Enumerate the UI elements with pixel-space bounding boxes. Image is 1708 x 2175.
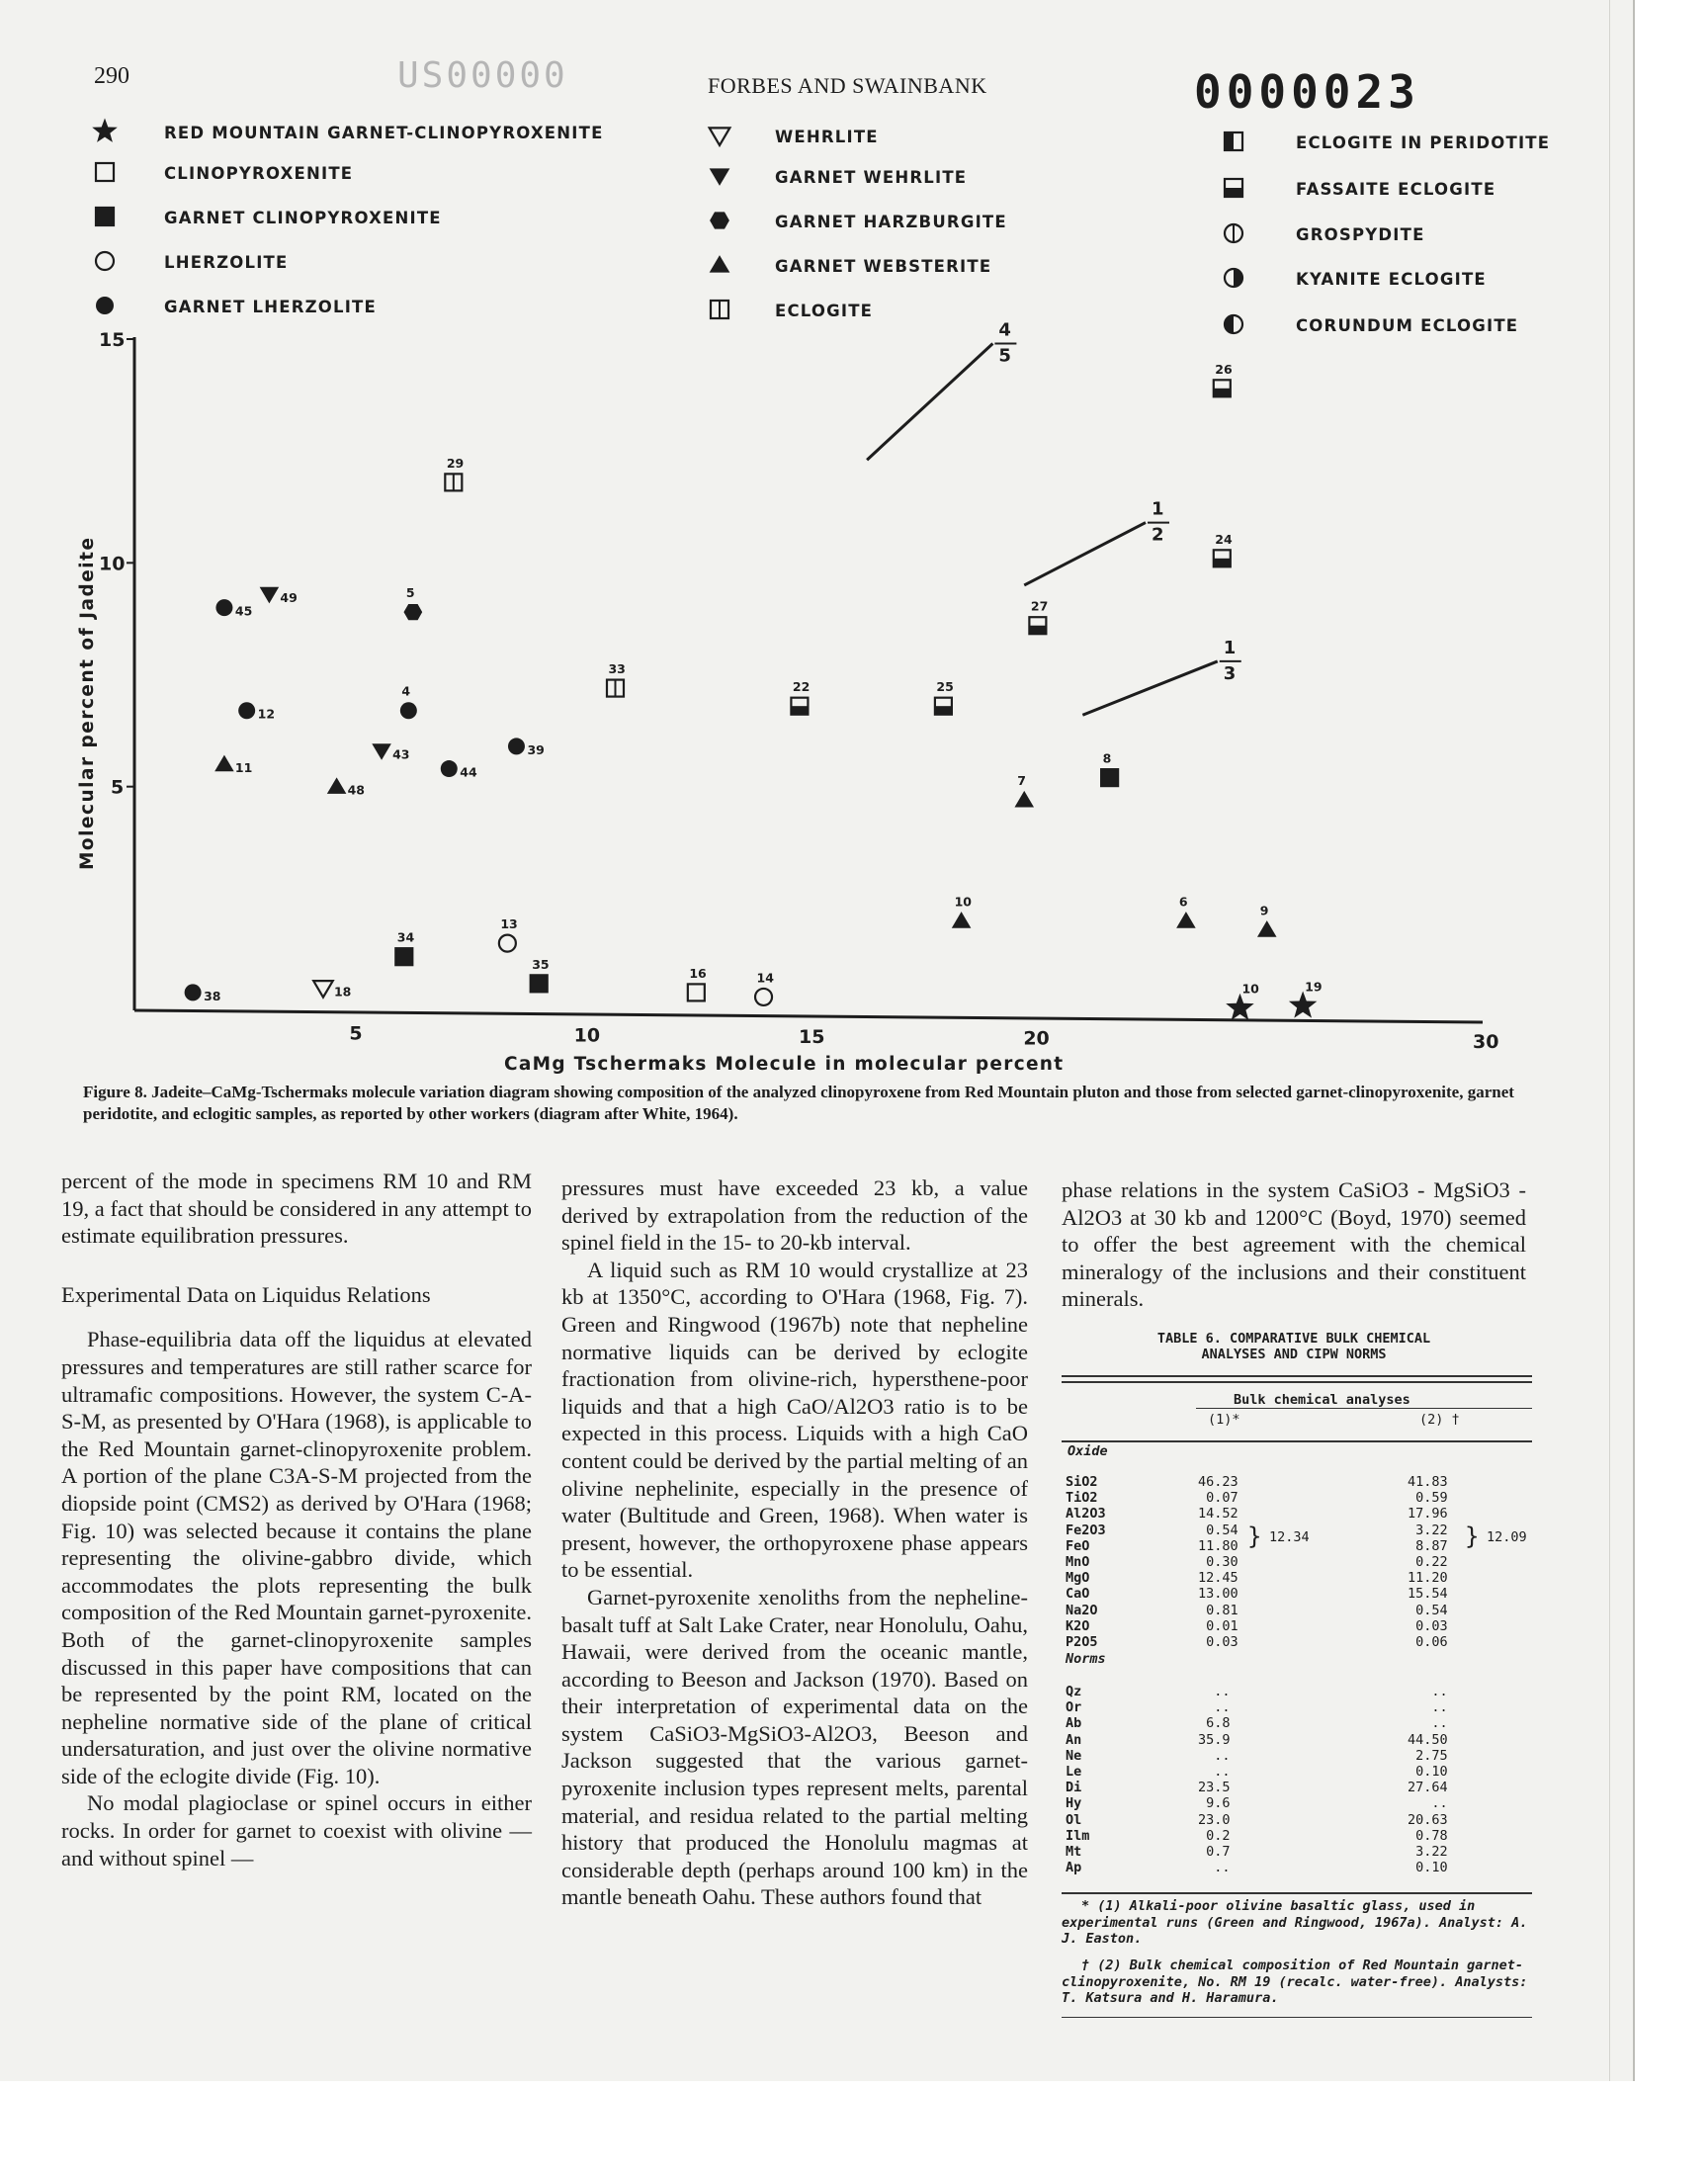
table-title — [1062, 1331, 1526, 1362]
table-cell: 41.83 — [1408, 1474, 1448, 1490]
paragraph: Phase-equilibria data off the liquidus at elevated pressures and temperatures are still rather scarce for ultramafic compositions. However, the system C-A-S-M, as presented by O'Hara (1968), is applicable to the Red Mountain garnet-clinopyroxenite problem. A portion of the plane C3A-S-M projected from the diopside point (CMS2) as derived by O'Hara (1968; Fig. 10) was selected because it contains the plane representing the olivine-gabbro divide, which accommodates the plots representing the bulk composition of the Red Mountain garnet-pyroxenite. Both of the garnet-clinopyroxenite samples discussed in this paper have compositions that can be represented by the point RM, located on the nepheline normative side of the plane of critical undersaturation, and just over the olivine normative side of the eclogite divide (Fig. 10). — [61, 1327, 532, 1788]
table-cell: 0.54 — [1206, 1522, 1238, 1538]
data-point-label: 8 — [1102, 750, 1112, 766]
data-point-label: 11 — [234, 760, 253, 776]
reference-line — [1024, 523, 1146, 585]
data-point-square-filled — [531, 975, 548, 992]
page-number: 290 — [94, 63, 129, 89]
legend-label: KYANITE ECLOGITE — [1296, 270, 1487, 289]
data-point-label: 48 — [347, 782, 366, 798]
paragraph: pressures must have exceeded 23 kb, a value derived by extrapolation from the reduction of the spinel field in the 15- to 20-kb interval. — [561, 1175, 1028, 1256]
legend-triangle-down-open-icon — [710, 128, 730, 145]
brace: } — [1247, 1522, 1262, 1550]
legend-label: GARNET WEBSTERITE — [775, 257, 992, 276]
table-cell: 6.8 — [1206, 1715, 1231, 1732]
data-point-label: 12 — [257, 706, 276, 722]
table-cell: 0.54 — [1415, 1602, 1448, 1618]
ratio-denominator: 5 — [998, 345, 1011, 367]
table-cell: .. — [1431, 1699, 1448, 1716]
norm-label: Ab — [1066, 1715, 1082, 1732]
brace: } — [1465, 1522, 1480, 1550]
legend-label: GARNET HARZBURGITE — [775, 213, 1007, 231]
oxide-label: Na2O — [1066, 1602, 1098, 1618]
legend-square-filled-icon — [96, 208, 114, 225]
data-point-star — [1226, 994, 1254, 1020]
table-group-header: Bulk chemical analyses — [1234, 1392, 1410, 1408]
table-col-header-1: (1)* — [1208, 1412, 1240, 1428]
table-cell: 11.20 — [1408, 1570, 1448, 1587]
oxide-label-column — [1066, 1474, 1106, 1650]
reference-line — [867, 344, 992, 461]
fe-total-col1: 12.34 — [1269, 1529, 1310, 1545]
running-title: FORBES AND SWAINBANK — [708, 73, 987, 98]
data-point-label: 38 — [204, 988, 221, 1003]
ratio-numerator: 1 — [1152, 498, 1164, 520]
data-point-star — [1289, 992, 1318, 1018]
paragraph: No modal plagioclase or spinel occurs in either rocks. In order for garnet to coexist with olivine — and without spinel — — [61, 1790, 532, 1870]
data-point-square-split — [607, 680, 624, 697]
oxide-label: MnO — [1066, 1554, 1090, 1571]
oxide-label: TiO2 — [1066, 1490, 1098, 1507]
norm-label: Ol — [1066, 1811, 1082, 1828]
oxide-values-col2 — [1408, 1474, 1448, 1650]
legend-square-open-icon — [96, 163, 114, 181]
data-point-triangle-filled — [1176, 912, 1196, 928]
oxide-label: P2O5 — [1066, 1634, 1098, 1651]
ratio-denominator: 3 — [1223, 662, 1237, 684]
table-cell: 23.5 — [1198, 1780, 1231, 1796]
table-cell: .. — [1431, 1715, 1448, 1732]
norm-label: Di — [1066, 1780, 1082, 1796]
table-col-header-2: (2) † — [1419, 1412, 1460, 1428]
table-cell: 35.9 — [1198, 1731, 1231, 1748]
data-point-triangle-filled — [1257, 920, 1277, 937]
table-cell: 14.52 — [1198, 1506, 1238, 1522]
table-cell: 0.7 — [1206, 1844, 1231, 1861]
table-cell: 13.00 — [1198, 1586, 1238, 1603]
legend-label: CLINOPYROXENITE — [164, 164, 354, 183]
data-point-circle-filled — [238, 702, 255, 719]
table-footnote-2: † (2) Bulk chemical composition of Red Mountain garnet-clinopyroxenite, No. RM 19 (recalc. water-free). Analysts: T. Katsura and H. Haramura. — [1062, 1958, 1528, 2006]
oxide-label: FeO — [1066, 1537, 1090, 1554]
table-cell: 46.23 — [1198, 1474, 1238, 1490]
table-cell: 8.87 — [1415, 1537, 1448, 1554]
data-point-label: 7 — [1017, 773, 1026, 789]
data-point-label: 6 — [1178, 894, 1188, 910]
data-point-label: 16 — [689, 965, 707, 981]
table-cell: 44.50 — [1408, 1731, 1448, 1748]
legend-label: RED MOUNTAIN GARNET-CLINOPYROXENITE — [164, 124, 604, 142]
legend-square-bottom-filled-icon — [1225, 179, 1242, 197]
x-tick-label: 30 — [1473, 1031, 1499, 1053]
oxide-label: Al2O3 — [1066, 1506, 1106, 1522]
stamp-number: US00000 — [397, 55, 568, 96]
x-tick-label: 15 — [799, 1026, 825, 1048]
table-cell: 0.22 — [1415, 1554, 1448, 1571]
oxide-label: CaO — [1066, 1586, 1090, 1603]
figure-caption: Figure 8. Jadeite–CaMg-Tschermaks molecule variation diagram showing composition of the analyzed clinopyroxene from Red Mountain pluton and those from selected garnet-clinopyroxenite, garnet peridotite, and eclogitic samples, as reported by other workers (diagram after White, 1964). — [83, 1083, 1514, 1123]
data-point-label: 10 — [954, 894, 972, 910]
table-cell: 0.30 — [1206, 1554, 1238, 1571]
ratio-numerator: 4 — [998, 319, 1011, 341]
data-point-label: 39 — [527, 741, 545, 757]
data-point-label: 18 — [333, 984, 352, 1000]
data-point-label: 49 — [280, 590, 298, 606]
data-point-square-filled — [1101, 769, 1118, 786]
norm-label: Ne — [1066, 1747, 1082, 1764]
data-point-label: 4 — [401, 683, 411, 699]
table-section-norms: Norms — [1066, 1651, 1106, 1667]
data-point-label: 22 — [792, 679, 811, 695]
norm-label: Ilm — [1066, 1827, 1090, 1844]
data-point-label: 45 — [234, 603, 253, 619]
legend-label: GARNET LHERZOLITE — [164, 298, 377, 316]
table-cell: 0.03 — [1415, 1617, 1448, 1634]
y-axis-label: Molecular percent of Jadeite — [77, 536, 98, 870]
data-point-square-filled — [395, 948, 412, 965]
table-cell: .. — [1214, 1764, 1231, 1781]
y-tick-label: 10 — [99, 553, 126, 575]
data-point-label: 33 — [608, 661, 626, 677]
data-point-triangle-filled — [1014, 791, 1034, 808]
ratio-denominator: 2 — [1152, 524, 1164, 546]
norm-label: Le — [1066, 1764, 1082, 1781]
data-point-label: 35 — [532, 956, 550, 972]
data-point-circle-filled — [185, 984, 202, 1000]
table-cell: 2.75 — [1415, 1747, 1448, 1764]
data-point-circle-filled — [400, 702, 417, 719]
oxide-label: K2O — [1066, 1617, 1090, 1634]
x-tick-label: 10 — [573, 1024, 601, 1047]
legend-circle-open-icon — [96, 252, 114, 270]
document-number: 0000023 — [1194, 65, 1420, 119]
table-cell: 0.10 — [1415, 1860, 1448, 1876]
text-column-2 — [561, 1174, 1028, 1911]
table-cell: .. — [1214, 1699, 1231, 1716]
table-cell: 12.45 — [1198, 1570, 1238, 1587]
table-footnote-1: * (1) Alkali-poor olivine basaltic glass, used in experimental runs (Green and Ringwood, 1967a). Analyst: A. J. Easton. — [1062, 1898, 1528, 1947]
legend-triangle-down-filled-icon — [710, 168, 730, 186]
legend-square-left-filled-icon — [1225, 132, 1242, 150]
table-cell: 3.22 — [1415, 1844, 1448, 1861]
legend-label: GARNET WEHRLITE — [775, 168, 968, 187]
table-cell: .. — [1214, 1860, 1231, 1876]
x-axis-label: CaMg Tschermaks Molecule in molecular percent — [504, 1054, 1065, 1075]
paragraph: A liquid such as RM 10 would crystallize at 23 kb at 1350°C, according to O'Hara (1968, Fig. 7). Green and Ringwood (1967b) note that nepheline normative liquids can be derived by eclogite fractionation from olivine-rich, hypersthene-poor liquids and that a high CaO/Al2O3 ratio is to be expected in this process. Liquids with a high CaO content could be derived by the partial melting of an olivine nephelinite, especially in the presence of water (Bultitude and Green, 1968). When water is present, however, the orthopyroxene phase appears to be essential. — [561, 1257, 1028, 1583]
table-cell: .. — [1431, 1684, 1448, 1699]
table-cell: 0.06 — [1415, 1634, 1448, 1651]
oxide-label: MgO — [1066, 1570, 1090, 1587]
data-point-label: 14 — [756, 970, 774, 986]
y-tick-label: 5 — [111, 776, 125, 799]
table-cell: .. — [1214, 1684, 1231, 1699]
legend-square-split-icon — [711, 301, 728, 318]
data-point-label: 19 — [1305, 979, 1323, 995]
table-cell: 0.01 — [1206, 1617, 1238, 1634]
table-cell: 17.96 — [1408, 1506, 1448, 1522]
data-point-square-bottom-filled — [935, 698, 952, 715]
norm-label: Qz — [1066, 1684, 1082, 1699]
legend-label: FASSAITE ECLOGITE — [1296, 180, 1496, 199]
table-cell: 0.59 — [1415, 1490, 1448, 1507]
table-cell: 0.03 — [1206, 1634, 1238, 1651]
oxide-label: SiO2 — [1066, 1474, 1098, 1490]
data-point-label: 43 — [392, 746, 410, 762]
data-point-label: 25 — [936, 679, 954, 695]
section-heading: Experimental Data on Liquidus Relations — [61, 1281, 431, 1307]
norm-label: An — [1066, 1731, 1082, 1748]
y-tick-label: 15 — [99, 329, 126, 351]
table-cell: 0.81 — [1206, 1602, 1238, 1618]
table-cell: 15.54 — [1408, 1586, 1448, 1603]
table-cell: 23.0 — [1198, 1811, 1231, 1828]
data-point-square-bottom-filled — [1214, 550, 1231, 566]
table-rule — [1062, 1375, 1532, 1377]
data-point-label: 9 — [1259, 903, 1269, 918]
x-tick-label: 20 — [1023, 1027, 1050, 1050]
data-point-circle-filled — [508, 738, 525, 754]
table-cell: 27.64 — [1408, 1780, 1448, 1796]
data-point-square-open — [688, 984, 705, 1000]
data-point-square-split — [445, 474, 462, 490]
legend-circle-vertical-line-icon — [1225, 224, 1242, 242]
legend-label: LHERZOLITE — [164, 253, 289, 272]
data-point-circle-filled — [215, 599, 232, 616]
norm-values-col1 — [1198, 1684, 1231, 1875]
legend-hexagon-filled-icon — [710, 212, 729, 228]
data-point-triangle-filled — [214, 755, 234, 772]
data-point-triangle-filled — [952, 912, 972, 928]
table-cell: 0.2 — [1206, 1827, 1231, 1844]
table-cell: 0.78 — [1415, 1827, 1448, 1844]
paragraph: percent of the mode in specimens RM 10 and RM 19, a fact that should be considered in any attempt to estimate equilibration pressures. — [61, 1169, 532, 1249]
data-point-circle-filled — [441, 760, 458, 777]
norm-label: Mt — [1066, 1844, 1082, 1861]
data-point-label: 24 — [1215, 531, 1233, 547]
text-column-3 — [1062, 1176, 1526, 1313]
table-cell: .. — [1214, 1747, 1231, 1764]
data-point-triangle-down-filled — [260, 587, 280, 604]
fe-total-col2: 12.09 — [1487, 1529, 1527, 1545]
data-point-square-bottom-filled — [791, 698, 808, 715]
legend-circle-filled-icon — [96, 297, 114, 314]
data-point-label: 44 — [460, 764, 477, 780]
table-cell: 0.07 — [1206, 1490, 1238, 1507]
data-point-hexagon-filled — [404, 604, 423, 620]
table-cell: 9.6 — [1206, 1795, 1231, 1812]
legend-label: CORUNDUM ECLOGITE — [1296, 316, 1519, 335]
table-title-line: TABLE 6. COMPARATIVE BULK CHEMICAL — [1156, 1331, 1431, 1347]
table-cell: 20.63 — [1408, 1811, 1448, 1828]
table-cell: 11.80 — [1198, 1537, 1238, 1554]
norm-label-column — [1066, 1684, 1089, 1875]
table-rule — [1062, 2017, 1532, 2018]
table-cell: 3.22 — [1415, 1522, 1448, 1538]
x-tick-label: 5 — [349, 1022, 363, 1045]
legend-star-icon — [92, 119, 118, 142]
table-title-line: ANALYSES AND CIPW NORMS — [1201, 1347, 1387, 1362]
paragraph: Garnet-pyroxenite xenoliths from the nepheline-basalt tuff at Salt Lake Crater, near Honolulu, Oahu, Hawaii, were derived from the oceanic mantle, according to Beeson and Jackson (1970). Based on their interpretation of experimental data on the system CaSiO3-MgSiO3-Al2O3, Beeson and Jackson suggested that the various garnet-pyroxenite inclusion types represent melts, parental material, and residua related to the partial melting history that produced the Honolulu magmas at considerable depth (perhaps around 100 km) in the mantle beneath Oahu. These authors found that — [561, 1584, 1028, 1910]
data-point-label: 5 — [405, 585, 415, 601]
ratio-numerator: 1 — [1223, 637, 1237, 658]
paragraph: phase relations in the system CaSiO3 - MgSiO3 - Al2O3 at 30 kb and 1200°C (Boyd, 1970) seemed to offer the best agreement with the chemical mineralogy of the inclusions and their constituent minerals. — [1062, 1177, 1526, 1312]
data-point-circle-open — [499, 935, 516, 952]
data-point-label: 13 — [500, 916, 518, 932]
data-point-triangle-down-open — [313, 981, 333, 998]
legend-circle-left-filled-icon — [1225, 315, 1242, 333]
data-point-label: 34 — [396, 929, 415, 945]
data-point-square-bottom-filled — [1029, 617, 1046, 634]
oxide-values-col1 — [1198, 1474, 1238, 1650]
legend-label: GARNET CLINOPYROXENITE — [164, 209, 442, 227]
data-point-label: 29 — [446, 455, 465, 471]
legend-label: ECLOGITE IN PERIDOTITE — [1296, 133, 1551, 152]
data-point-triangle-filled — [327, 777, 347, 794]
x-axis-line — [134, 1010, 1483, 1022]
legend-triangle-filled-icon — [710, 255, 730, 273]
legend-label: GROSPYDITE — [1296, 225, 1425, 244]
data-point-square-bottom-filled — [1214, 380, 1231, 396]
norm-values-col2 — [1408, 1684, 1448, 1875]
text-column-1 — [61, 1168, 532, 1871]
data-point-label: 26 — [1215, 361, 1233, 377]
table-rule — [1062, 1440, 1532, 1442]
data-point-label: 10 — [1241, 981, 1259, 997]
oxide-label: Fe2O3 — [1066, 1522, 1106, 1538]
table-cell: .. — [1431, 1795, 1448, 1812]
data-point-circle-open — [755, 989, 772, 1005]
table-cell: 0.10 — [1415, 1764, 1448, 1781]
table-rule — [1196, 1408, 1532, 1409]
table-section-oxide: Oxide — [1068, 1443, 1108, 1459]
legend-label: ECLOGITE — [775, 302, 874, 320]
norm-label: Hy — [1066, 1795, 1082, 1812]
legend-label: WEHRLITE — [775, 128, 879, 146]
data-point-triangle-down-filled — [372, 743, 391, 760]
table-rule — [1062, 1892, 1532, 1894]
reference-line — [1082, 661, 1217, 715]
legend-circle-right-filled-icon — [1225, 269, 1242, 287]
data-point-label: 27 — [1030, 598, 1049, 614]
norm-label: Or — [1066, 1699, 1082, 1716]
norm-label: Ap — [1066, 1860, 1082, 1876]
table-rule — [1062, 1381, 1532, 1383]
